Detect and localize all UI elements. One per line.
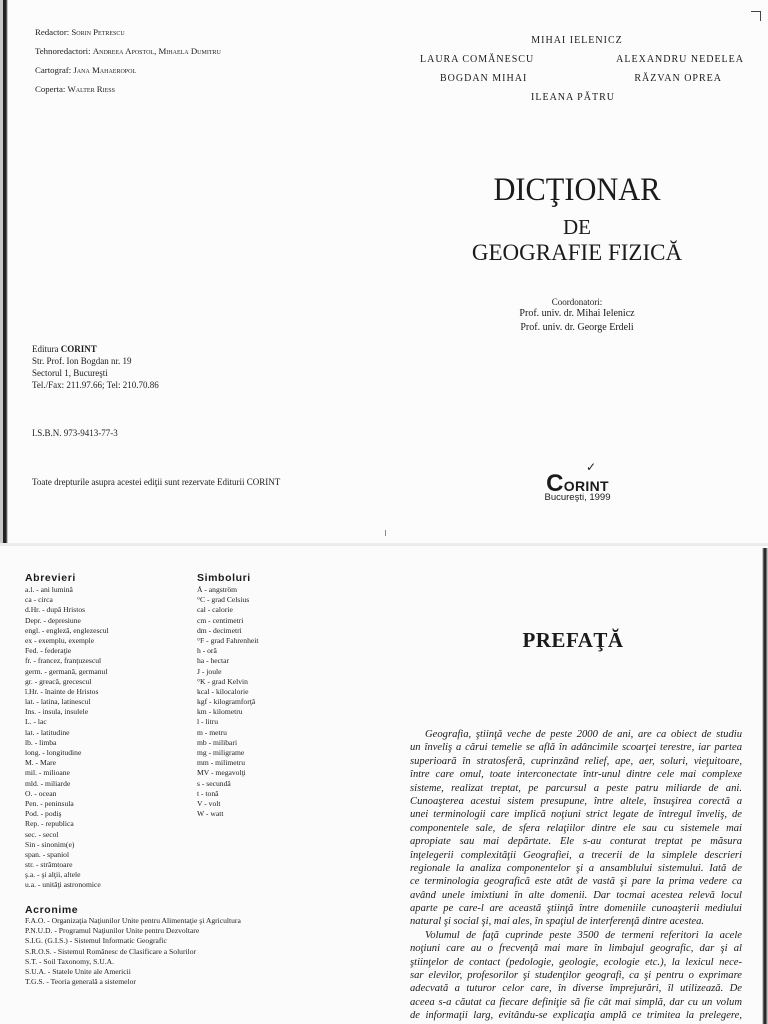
author-name: LAURA COMĂNESCU	[420, 54, 535, 65]
publisher-prefix: Editura	[32, 344, 59, 354]
author-name: RĂZVAN OPREA	[634, 73, 722, 84]
symbol-item: °K - grad Kelvin	[197, 676, 248, 686]
publisher-name	[32, 343, 159, 355]
credit-cartograf	[35, 65, 136, 76]
abbreviation-item: span. - spaniol	[25, 849, 70, 859]
checkmark-icon: ✓	[586, 460, 597, 474]
symbols-heading: Simboluri	[197, 572, 251, 584]
abbreviation-item: mld. - miliarde	[25, 778, 71, 788]
crop-mark	[751, 11, 761, 21]
author-name: MIHAI IELENICZ	[531, 35, 623, 46]
symbol-item: Å - angström	[197, 585, 238, 594]
abbreviation-item: Pod. - podiş	[25, 809, 62, 819]
abbreviation-item: u.a. - unităţi astronomice	[25, 880, 101, 890]
credit-label: Coperta:	[35, 84, 66, 94]
symbol-item: dm - decimetri	[197, 625, 242, 635]
credit-label: Cartograf:	[35, 65, 72, 75]
preface-line: natural şi social şi, mai ales, în spaţiul de interferenţă dintre acestea.	[410, 916, 705, 928]
publisher-address-line: Sectorul 1, Bucureşti	[32, 368, 108, 378]
acronyms-heading: Acronime	[25, 904, 79, 916]
abbreviation-item: lat. - latina, latinescul	[25, 697, 91, 707]
abbreviation-item: long. - longitudine	[25, 748, 82, 757]
symbol-item: kgf - kilogramforţă	[197, 697, 256, 707]
symbol-item: mg - miligrame	[197, 748, 245, 757]
symbol-item: W - watt	[197, 809, 224, 819]
abbreviation-item: sec. - secol	[25, 829, 59, 839]
preface-line: având unele imixtiuni în alte domenii. Dar tocmai acestea relevă locul	[410, 889, 742, 901]
coordinator-name: Prof. univ. dr. Mihai Ielenicz	[519, 308, 635, 319]
abbreviation-item: Rep. - republica	[25, 819, 74, 829]
acronyms-list	[25, 916, 241, 987]
preface-line: Volumul de faţă cuprinde peste 3500 de termeni referitori la acele	[425, 929, 742, 941]
abbreviation-item: ş.a. - şi alţii, altele	[25, 870, 81, 880]
credit-name: Andreea Apostol, Mihaela Dumitru	[92, 46, 221, 56]
credit-label: Redactor:	[35, 27, 70, 37]
acronym-item: S.T. - Soil Taxonomy, S.U.A.	[25, 956, 114, 966]
book-subtitle: GEOGRAFIE FIZICĂ	[471, 240, 683, 265]
symbol-item: km - kilometru	[197, 707, 243, 717]
publisher-address-line: Str. Prof. Ion Bogdan nr. 19	[32, 356, 132, 366]
abbreviation-item: ex - exemplu, exemple	[25, 635, 95, 645]
symbol-item: J - joule	[197, 666, 222, 676]
abbreviations-heading: Abrevieri	[25, 572, 76, 584]
symbol-item: mm - milimetru	[197, 758, 246, 768]
abbreviation-item: lat. - latitudine	[25, 727, 70, 737]
abbreviation-item: a.l. - ani lumină	[25, 585, 73, 594]
preface-title: PREFAŢĂ	[522, 628, 624, 652]
abbreviation-item: Fed. - federaţie	[25, 646, 72, 656]
abbreviations-list	[25, 585, 109, 891]
credit-redactor	[35, 27, 125, 38]
preface-line: Cunoaşterea acestui sistem presupune, între altele, însuşirea corectă a	[410, 795, 742, 807]
preface-line: adecvată a tuturor celor care, în diverse împrejurări, îl utilizează. De	[410, 983, 742, 995]
symbol-item: s - secundă	[197, 778, 231, 788]
abbreviation-item: germ. - germană, germanul	[25, 666, 108, 676]
author-name: BOGDAN MIHAI	[440, 73, 528, 84]
abbreviation-item: fr. - francez, franţuzescul	[25, 656, 102, 666]
isbn: I.S.B.N. 973-9413-77-3	[32, 428, 118, 438]
preface-line: un înveliş a cărui temelie se află în adâncimile scoarţei terestre, iar partea	[410, 742, 742, 754]
symbol-item: h - oră	[197, 646, 217, 656]
acronym-item: P.N.U.D. - Programul Naţiunilor Unite pentru Dezvoltare	[25, 926, 200, 936]
imprint-city-year: Bucureşti, 1999	[544, 492, 611, 503]
acronym-item: F.A.O. - Organizaţia Naţiunilor Unite pentru Alimentaţie şi Agricultura	[25, 916, 241, 925]
credit-name: Sorin Petrescu	[71, 27, 125, 37]
author-name: ALEXANDRU NEDELEA	[616, 54, 744, 65]
preface-line: sar elevilor, profesorilor şi studenţilor geografi, ca şi pentru o exprimare	[410, 970, 742, 982]
acronym-item: T.G.S. - Teoria generală a sistemelor	[25, 977, 136, 987]
preface-line: aceea s-a căutat ca fiecare definiţie să fie cât mai simplă, dar cu un volum	[410, 996, 742, 1008]
page-edge-shadow	[762, 548, 768, 1024]
credit-coperta	[35, 84, 115, 95]
preface-line: între care omul, toate interconectate într-unul dintre cele mai complexe	[410, 769, 742, 781]
publisher-brand: CORINT	[60, 344, 97, 354]
copyright-notice: Toate drepturile asupra acestei ediţii sunt rezervate Editurii CORINT	[32, 477, 281, 487]
abbreviation-item: î.Hr. - înainte de Hristos	[25, 686, 99, 696]
preface-line: ştiinţelor de contact (pedologie, geologie, ecologie etc.), la lexicul nece-	[410, 956, 742, 968]
symbol-item: m - metru	[197, 727, 227, 737]
symbols-list	[197, 585, 258, 819]
symbol-item: V - volt	[197, 798, 221, 808]
acronym-item: S.R.O.S. - Sistemul Românesc de Clasificare a Solurilor	[25, 946, 197, 956]
preface-line: aparte pe care-l are această ştiinţă între domeniile cunoaşterii mediului	[410, 903, 742, 915]
symbol-item: °F - grad Fahrenheit	[197, 635, 259, 645]
publisher-address-line: Tel./Fax: 211.97.66; Tel: 210.70.86	[32, 380, 159, 390]
preface-line: apropiate sau mai depărtate. Ele s-au conturat treptat pe măsura	[410, 836, 742, 848]
preface-line: noţiuni care au o frecvenţă mai mare în limbajul geografic, dar şi al	[410, 943, 742, 955]
symbol-item: t - tonă	[197, 788, 219, 798]
credit-name: Jana Mahaeropol	[73, 65, 137, 75]
symbol-item: cal - calorie	[197, 605, 233, 615]
abbreviation-item: ca - circa	[25, 595, 53, 605]
book-title-connector: DE	[563, 215, 591, 239]
preface-line: regionale la analiza componentelor şi a ansamblului sistemului. Iată de	[410, 862, 742, 874]
acronym-item: S.I.G. (G.I.S.) - Sistemul Informatic Geografic	[25, 936, 167, 946]
preface-line: componentele sale, de sfera relaţiilor dintre ele sau cu sistemele mai	[410, 822, 742, 834]
credit-tehnoredactori	[35, 46, 221, 57]
page-edge-shadow	[0, 0, 9, 543]
symbol-item: l - litru	[197, 717, 219, 727]
coordinators-label: Coordonatori:	[551, 297, 603, 307]
author-name: ILEANA PĂTRU	[531, 92, 615, 103]
abbreviation-item: L. - lac	[25, 717, 47, 727]
abbreviation-item: Ins. - insula, insulele	[25, 707, 89, 717]
abbreviation-item: d.Hr. - după Hristos	[25, 605, 86, 615]
abbreviation-item: O. - ocean	[25, 788, 57, 798]
symbol-item: °C - grad Celsius	[197, 595, 250, 605]
abbreviation-item: engl. - engleză, englezescul	[25, 625, 109, 635]
preface-line: sisteme, realizat treptat, pe parcursul a peste patru miliarde de ani.	[410, 782, 742, 794]
abbreviation-item: Depr. - depresiune	[25, 615, 81, 625]
credit-name: Walter Riess	[67, 84, 115, 94]
preface-line: superioară în stratosferă, cuprinzând relief, ape, aer, soluri, vieţuitoare,	[410, 755, 742, 767]
symbol-item: mb - milibari	[197, 737, 238, 747]
abbreviation-item: Sin - sinonim(e)	[25, 839, 75, 849]
abbreviation-item: gr. - greacă, grecescul	[25, 676, 92, 686]
preface-line: înţelegerii complexităţii Geografiei, a trecerii de la simplele descrieri	[410, 849, 742, 861]
publisher-block	[32, 343, 159, 391]
preface-line: Geografia, ştiinţă veche de peste 2000 de ani, are ca obiect de studiu	[425, 729, 742, 740]
abbreviation-item: lb. - limba	[25, 737, 57, 747]
logo-wordmark: CORINT	[546, 470, 609, 497]
coordinators-list	[457, 307, 697, 335]
symbol-item: kcal - kilocalorie	[197, 686, 249, 696]
abbreviation-item: mil. - milioane	[25, 768, 70, 778]
symbol-item: MV - megavolţi	[197, 768, 246, 778]
symbol-item: cm - centimetri	[197, 615, 244, 625]
abbreviation-item: M. - Mare	[25, 758, 56, 768]
credit-label: Tehnoredactori:	[35, 46, 91, 56]
preface-line: de informaţii larg, evitându-se explicaţia amplă ce trimitea la prelegere,	[410, 1010, 742, 1022]
scan-mark	[385, 530, 386, 536]
coordinator-name: Prof. univ. dr. George Erdeli	[520, 322, 634, 333]
preface-page	[0, 546, 768, 1024]
preface-line: ce terminologia geografică este atât de vastă şi pare la prima vedere ca	[410, 876, 742, 888]
book-title: DICŢIONAR	[493, 172, 661, 208]
preface-body	[410, 728, 742, 1023]
abbreviation-item: Pen. - peninsula	[25, 798, 74, 808]
preface-line: unei terminologii care implică noţiuni strict legate de întregul înveliş, de	[410, 809, 742, 821]
acronym-item: S.U.A. - Statele Unite ale Americii	[25, 966, 131, 976]
symbol-item: ha - hectar	[197, 656, 230, 666]
abbreviation-item: str. - strâmtoare	[25, 860, 73, 870]
